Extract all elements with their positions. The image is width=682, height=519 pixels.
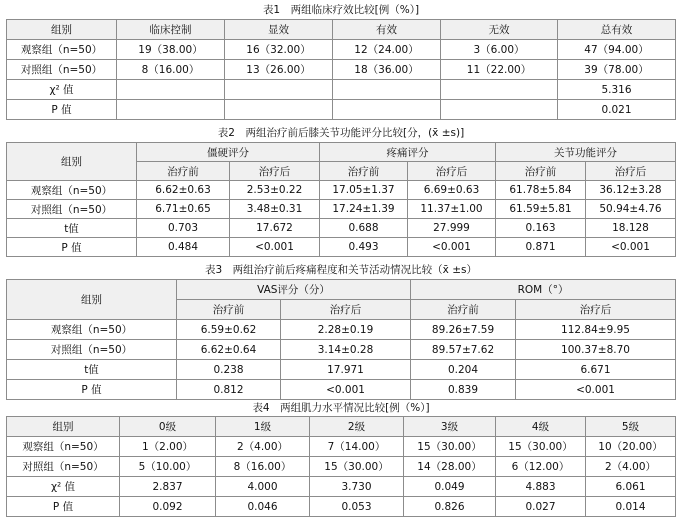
table-cell: 3.730 xyxy=(310,477,404,497)
subheader-cell: 治疗后 xyxy=(516,300,676,320)
table-row xyxy=(7,380,676,400)
table-cell: 17.05±1.37 xyxy=(320,181,408,200)
table-cell: 100.37±8.70 xyxy=(516,340,676,360)
table-row xyxy=(7,238,676,257)
row-label: t值 xyxy=(7,219,137,238)
table-cell: 6（12.00） xyxy=(496,457,586,477)
table-row xyxy=(7,360,676,380)
table-cell: 0.053 xyxy=(310,497,404,517)
header-cell: 5级 xyxy=(586,417,676,437)
table-cell: 3.14±0.28 xyxy=(281,340,411,360)
table-cell: 16（32.00） xyxy=(225,40,333,60)
table-cell: 5.316 xyxy=(558,80,676,100)
table1-title: 表1 两组临床疗效比较[例（%）] xyxy=(262,4,420,16)
table-cell: 1（2.00） xyxy=(120,437,216,457)
table-cell: 2.28±0.19 xyxy=(281,320,411,340)
table-cell: 89.26±7.59 xyxy=(411,320,516,340)
table3-title: 表3 两组治疗前后疼痛程度和关节活动情况比较（x̄ ±s） xyxy=(205,264,477,276)
row-label: χ² 值 xyxy=(7,80,117,100)
table-cell: 13（26.00） xyxy=(225,60,333,80)
header-cell: 组别 xyxy=(7,417,120,437)
table-cell: 15（30.00） xyxy=(496,437,586,457)
table4-header-row xyxy=(7,417,676,437)
group-label-cell: 组别 xyxy=(7,280,177,320)
table-cell: 17.672 xyxy=(230,219,320,238)
table-row xyxy=(7,320,676,340)
table-cell: 0.027 xyxy=(496,497,586,517)
table3 xyxy=(6,279,676,400)
subheader-cell: 治疗前 xyxy=(177,300,281,320)
row-label: P 值 xyxy=(7,380,177,400)
table-cell: 18（36.00） xyxy=(333,60,441,80)
table-cell: 4.883 xyxy=(496,477,586,497)
table-cell: 6.061 xyxy=(586,477,676,497)
row-label: χ² 值 xyxy=(7,477,120,497)
header-cell: 0级 xyxy=(120,417,216,437)
table-cell: 19（38.00） xyxy=(117,40,225,60)
table-cell xyxy=(333,100,441,120)
header-cell: 无效 xyxy=(441,20,558,40)
subheader-cell: 治疗前 xyxy=(137,162,230,181)
table-cell: 8（16.00） xyxy=(216,457,310,477)
table-cell: 0.014 xyxy=(586,497,676,517)
table-cell: 6.62±0.64 xyxy=(177,340,281,360)
table-cell: 112.84±9.95 xyxy=(516,320,676,340)
table-cell: 2（4.00） xyxy=(586,457,676,477)
header-cell: 临床控制 xyxy=(117,20,225,40)
table-cell: 47（94.00） xyxy=(558,40,676,60)
table-cell: 17.971 xyxy=(281,360,411,380)
header-cell: 有效 xyxy=(333,20,441,40)
subheader-cell: 治疗后 xyxy=(408,162,496,181)
table-cell: 0.812 xyxy=(177,380,281,400)
table-cell: 10（20.00） xyxy=(586,437,676,457)
row-label: 对照组（n=50） xyxy=(7,200,137,219)
table-cell: 4.000 xyxy=(216,477,310,497)
header-cell: 3级 xyxy=(404,417,496,437)
table-cell: 2.53±0.22 xyxy=(230,181,320,200)
table-cell: 0.238 xyxy=(177,360,281,380)
table2 xyxy=(6,142,676,257)
table-cell: 0.871 xyxy=(496,238,586,257)
table-cell xyxy=(441,100,558,120)
table-cell: <0.001 xyxy=(281,380,411,400)
table-row xyxy=(7,181,676,200)
table-row xyxy=(7,437,676,457)
table-cell xyxy=(441,80,558,100)
table2-title: 表2 两组治疗前后膝关节功能评分比较[分，(x̄ ±s)] xyxy=(217,127,465,139)
table1 xyxy=(6,19,676,120)
table-cell: 0.688 xyxy=(320,219,408,238)
table4 xyxy=(6,416,676,517)
table-cell: 6.69±0.63 xyxy=(408,181,496,200)
group-header: VAS评分（分） xyxy=(177,280,411,300)
table-cell: 61.59±5.81 xyxy=(496,200,586,219)
table4-title: 表4 两组肌力水平情况比较[例（%）] xyxy=(252,402,430,414)
table-cell: <0.001 xyxy=(516,380,676,400)
table-row xyxy=(7,477,676,497)
table-cell: 15（30.00） xyxy=(404,437,496,457)
header-cell: 组别 xyxy=(7,20,117,40)
table-cell: <0.001 xyxy=(408,238,496,257)
table-cell: 0.163 xyxy=(496,219,586,238)
header-cell: 显效 xyxy=(225,20,333,40)
table-row xyxy=(7,219,676,238)
table-cell: 61.78±5.84 xyxy=(496,181,586,200)
table-cell: 18.128 xyxy=(586,219,676,238)
table-row xyxy=(7,100,676,120)
subheader-cell: 治疗后 xyxy=(230,162,320,181)
row-label: t值 xyxy=(7,360,177,380)
table-row xyxy=(7,60,676,80)
subheader-cell: 治疗前 xyxy=(411,300,516,320)
table-row xyxy=(7,80,676,100)
row-label: 对照组（n=50） xyxy=(7,340,177,360)
table-cell xyxy=(225,100,333,120)
row-label: 观察组（n=50） xyxy=(7,320,177,340)
table-cell: 14（28.00） xyxy=(404,457,496,477)
table-cell: 6.59±0.62 xyxy=(177,320,281,340)
table-cell: 3.48±0.31 xyxy=(230,200,320,219)
table-cell: 0.021 xyxy=(558,100,676,120)
row-label: P 值 xyxy=(7,497,120,517)
table-cell: 11.37±1.00 xyxy=(408,200,496,219)
table-cell: 2（4.00） xyxy=(216,437,310,457)
row-label: 对照组（n=50） xyxy=(7,457,120,477)
table-row xyxy=(7,40,676,60)
table-row xyxy=(7,497,676,517)
table-cell: 50.94±4.76 xyxy=(586,200,676,219)
table-cell: 0.049 xyxy=(404,477,496,497)
table-cell: 5（10.00） xyxy=(120,457,216,477)
subheader-cell: 治疗后 xyxy=(586,162,676,181)
table-row xyxy=(7,340,676,360)
header-cell: 2级 xyxy=(310,417,404,437)
row-label: P 值 xyxy=(7,238,137,257)
group-header: ROM（°） xyxy=(411,280,676,300)
table-cell: 7（14.00） xyxy=(310,437,404,457)
table-cell: <0.001 xyxy=(230,238,320,257)
table-cell: 0.484 xyxy=(137,238,230,257)
table-cell: 0.204 xyxy=(411,360,516,380)
row-label: 对照组（n=50） xyxy=(7,60,117,80)
table-cell: 11（22.00） xyxy=(441,60,558,80)
table-cell: 3（6.00） xyxy=(441,40,558,60)
table-cell: 12（24.00） xyxy=(333,40,441,60)
table-cell xyxy=(117,100,225,120)
header-cell: 总有效 xyxy=(558,20,676,40)
row-label: 观察组（n=50） xyxy=(7,181,137,200)
table-cell xyxy=(333,80,441,100)
table-cell: 36.12±3.28 xyxy=(586,181,676,200)
table-cell: 0.703 xyxy=(137,219,230,238)
table-cell: 6.671 xyxy=(516,360,676,380)
group-header: 疼痛评分 xyxy=(320,143,496,162)
table-cell: 0.092 xyxy=(120,497,216,517)
table-cell: 2.837 xyxy=(120,477,216,497)
header-cell: 1级 xyxy=(216,417,310,437)
table-row xyxy=(7,200,676,219)
group-header: 关节功能评分 xyxy=(496,143,676,162)
table-cell: 6.71±0.65 xyxy=(137,200,230,219)
group-label-cell: 组别 xyxy=(7,143,137,181)
table-cell: 0.839 xyxy=(411,380,516,400)
subheader-cell: 治疗前 xyxy=(320,162,408,181)
table-cell: 0.826 xyxy=(404,497,496,517)
table-cell: 0.046 xyxy=(216,497,310,517)
row-label: P 值 xyxy=(7,100,117,120)
subheader-cell: 治疗后 xyxy=(281,300,411,320)
table-cell: 39（78.00） xyxy=(558,60,676,80)
table-row xyxy=(7,457,676,477)
table-cell: 6.62±0.63 xyxy=(137,181,230,200)
row-label: 观察组（n=50） xyxy=(7,40,117,60)
table-cell xyxy=(225,80,333,100)
table-cell: <0.001 xyxy=(586,238,676,257)
table-cell: 15（30.00） xyxy=(310,457,404,477)
group-header: 僵硬评分 xyxy=(137,143,320,162)
table3-group-row xyxy=(7,280,676,300)
header-cell: 4级 xyxy=(496,417,586,437)
table1-header-row xyxy=(7,20,676,40)
table-cell xyxy=(117,80,225,100)
table-cell: 17.24±1.39 xyxy=(320,200,408,219)
table-cell: 89.57±7.62 xyxy=(411,340,516,360)
subheader-cell: 治疗前 xyxy=(496,162,586,181)
table2-group-row xyxy=(7,143,676,162)
table-cell: 8（16.00） xyxy=(117,60,225,80)
table-cell: 0.493 xyxy=(320,238,408,257)
table-cell: 27.999 xyxy=(408,219,496,238)
row-label: 观察组（n=50） xyxy=(7,437,120,457)
